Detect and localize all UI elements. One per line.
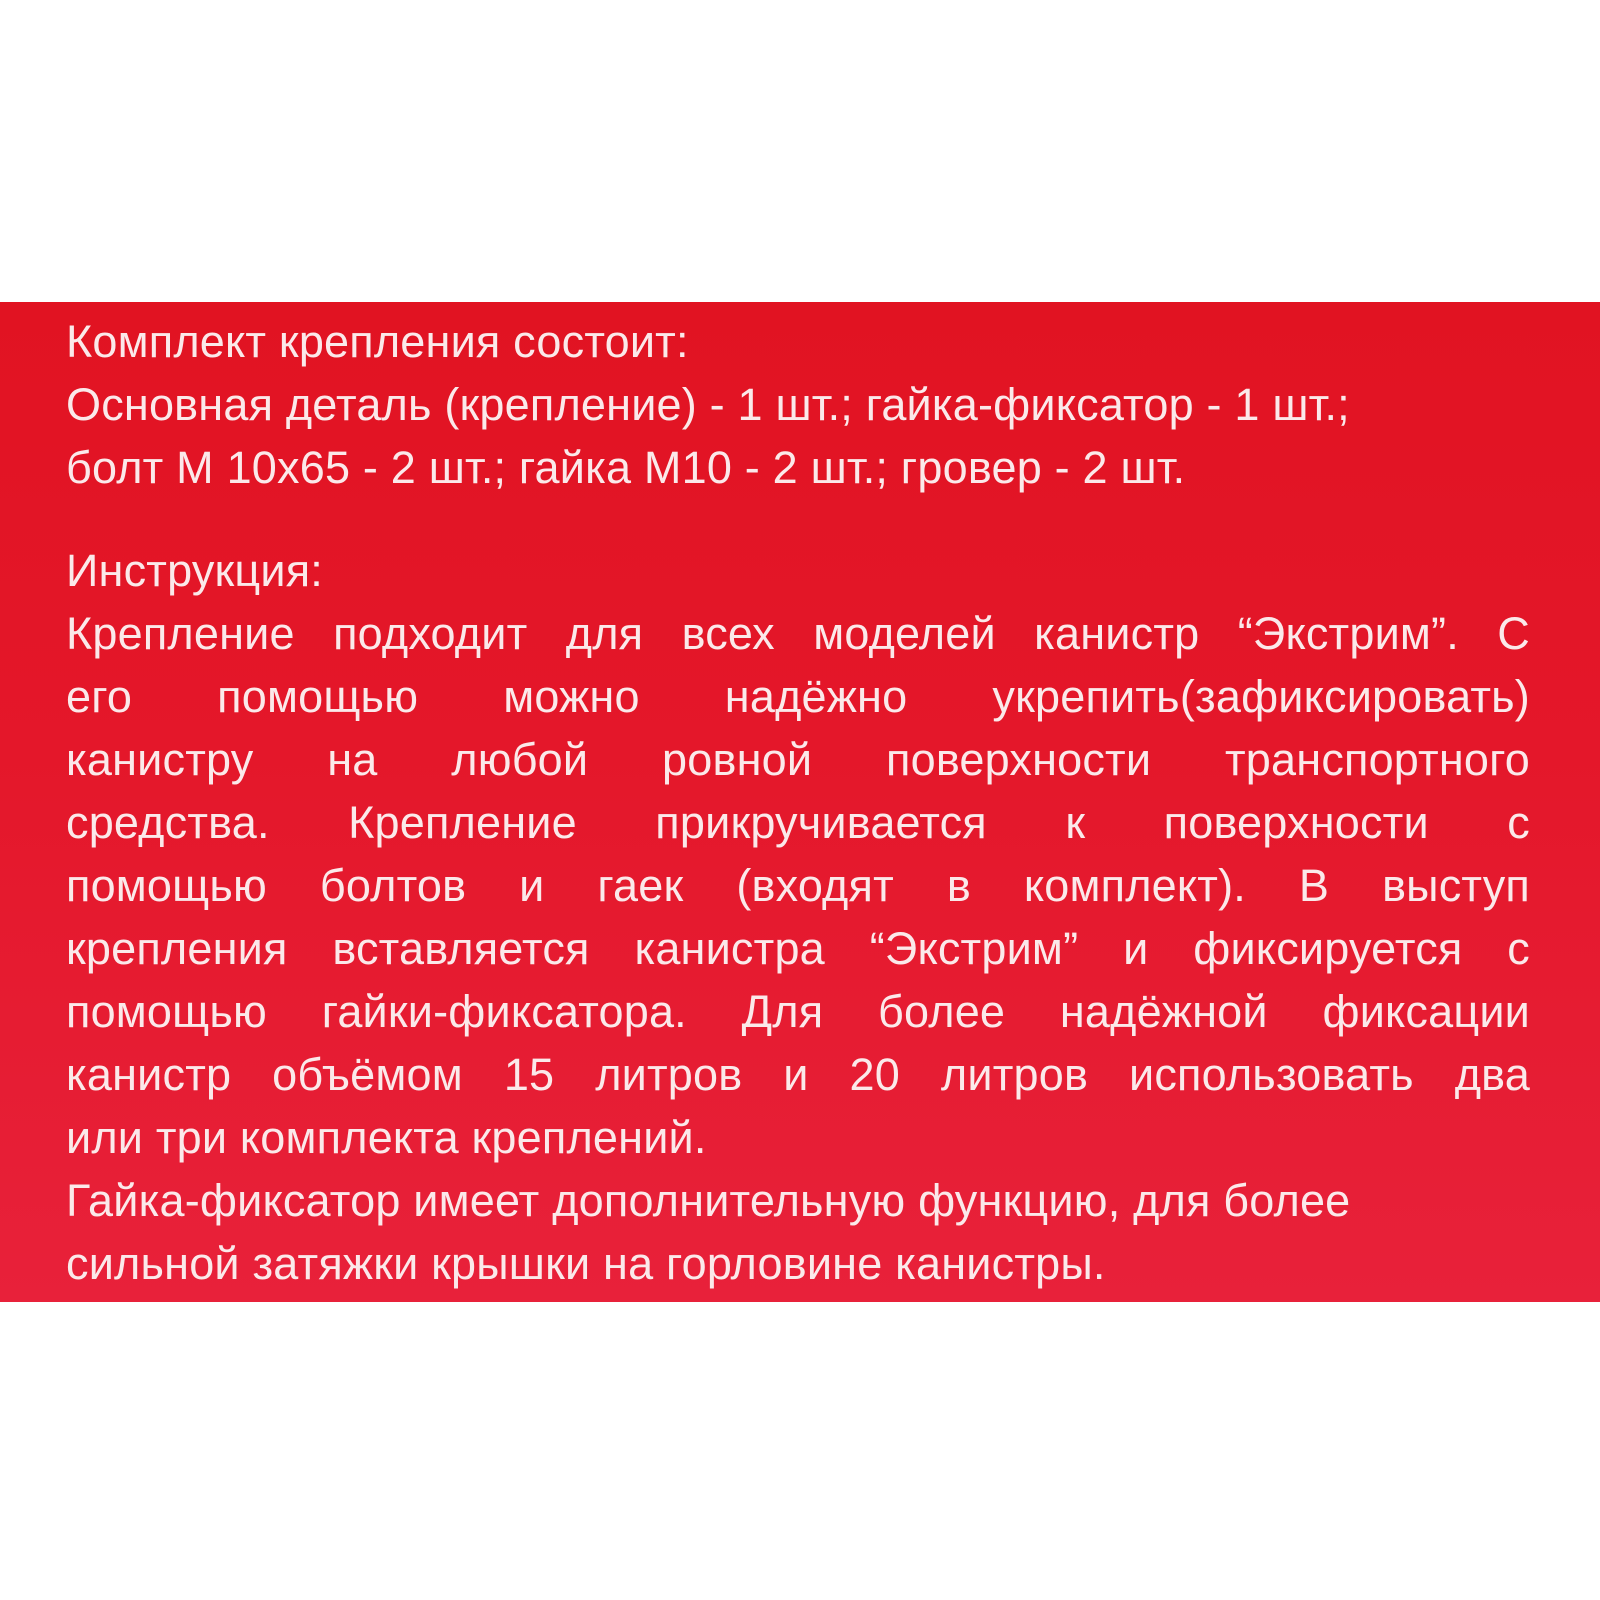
section-gap <box>66 499 1530 539</box>
instruction-extra-line-1: Гайка-фиксатор имеет дополнительную функцию, для более <box>66 1175 1351 1226</box>
instruction-line-9: или три комплекта креплений. <box>66 1112 707 1163</box>
instruction-line-4: средства. Крепление прикручивается к поверхности с <box>66 797 1530 848</box>
instruction-line-5: помощью болтов и гаек (входят в комплект). В выступ <box>66 860 1530 911</box>
instruction-line-3: канистру на любой ровной поверхности транспортного <box>66 734 1530 785</box>
instruction-extra-line-2: сильной затяжки крышки на горловине канистры. <box>66 1238 1106 1289</box>
kit-line-1: Основная деталь (крепление) - 1 шт.; гайка-фиксатор - 1 шт.; <box>66 379 1350 430</box>
instruction-line-6: крепления вставляется канистра “Экстрим” и фиксируется с <box>66 923 1530 974</box>
instruction-line-8: канистр объёмом 15 литров и 20 литров использовать два <box>66 1049 1530 1100</box>
instruction-line-2: его помощью можно надёжно укрепить(зафиксировать) <box>66 671 1530 722</box>
kit-heading: Комплект крепления состоит: <box>66 316 689 367</box>
red-info-panel <box>0 302 1600 1302</box>
kit-line-2: болт М 10х65 - 2 шт.; гайка М10 - 2 шт.; гровер - 2 шт. <box>66 442 1186 493</box>
instruction-line-7: помощью гайки-фиксатора. Для более надёжной фиксации <box>66 986 1530 1037</box>
instruction-heading: Инструкция: <box>66 545 323 596</box>
instruction-line-1: Крепление подходит для всех моделей канистр “Экстрим”. С <box>66 608 1530 659</box>
